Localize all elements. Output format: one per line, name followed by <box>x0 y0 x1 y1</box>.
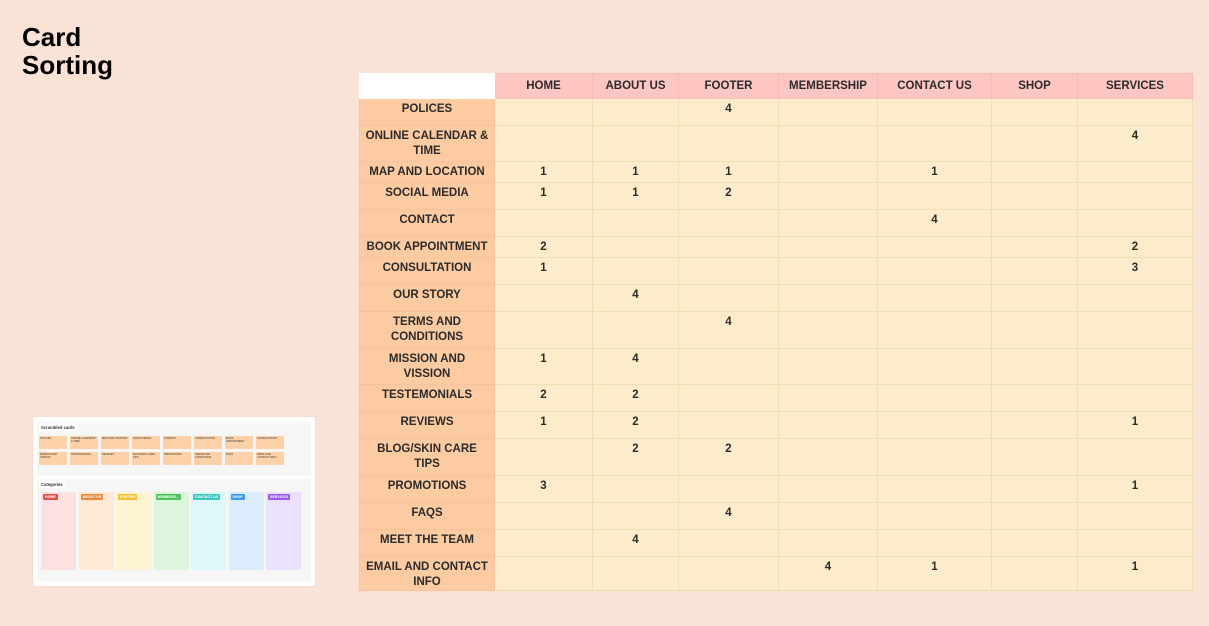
count-cell <box>593 99 679 126</box>
categories-area <box>37 479 311 581</box>
count-cell <box>878 439 992 476</box>
count-cell <box>1078 210 1193 237</box>
count-cell <box>1078 439 1193 476</box>
mini-card: TERMS AND CONDITIONS <box>194 452 222 465</box>
table-row <box>360 162 1193 183</box>
count-cell: 1 <box>495 258 593 285</box>
count-cell <box>495 503 593 530</box>
mini-card: CONTACT <box>163 436 191 449</box>
column-header: MEMBERSHIP <box>779 74 878 99</box>
count-cell <box>679 412 779 439</box>
count-cell <box>679 530 779 557</box>
category-tag: SHOP <box>232 495 243 499</box>
count-cell <box>593 210 679 237</box>
category-column <box>154 492 189 570</box>
count-cell <box>1078 183 1193 210</box>
count-cell <box>992 126 1078 162</box>
count-cell <box>992 237 1078 258</box>
count-cell <box>992 312 1078 349</box>
count-cell <box>878 258 992 285</box>
count-cell <box>992 285 1078 312</box>
page-title-line1: Card <box>22 22 82 52</box>
count-cell: 2 <box>679 183 779 210</box>
count-cell <box>779 99 878 126</box>
count-cell <box>593 237 679 258</box>
count-cell <box>878 126 992 162</box>
count-cell <box>495 312 593 349</box>
count-cell <box>992 530 1078 557</box>
count-cell <box>779 385 878 412</box>
category-tag: MEMBERS... <box>157 495 179 499</box>
count-cell: 4 <box>679 503 779 530</box>
mini-card: CONSULTATION <box>256 436 284 449</box>
mini-card: REVIEWS <box>101 452 129 465</box>
table-row <box>360 285 1193 312</box>
results-table <box>359 73 1193 591</box>
count-cell <box>992 349 1078 385</box>
count-cell: 1 <box>1078 476 1193 503</box>
count-cell <box>878 503 992 530</box>
count-cell <box>495 439 593 476</box>
row-label: TESTEMONIALS <box>360 385 495 412</box>
count-cell <box>495 557 593 591</box>
count-cell <box>779 312 878 349</box>
count-cell: 3 <box>1078 258 1193 285</box>
count-cell: 3 <box>495 476 593 503</box>
scrambled-cards-label: Scrambled cards <box>41 425 75 430</box>
count-cell: 2 <box>593 385 679 412</box>
count-cell: 2 <box>593 439 679 476</box>
table-row <box>360 237 1193 258</box>
row-label: FAQS <box>360 503 495 530</box>
count-cell: 4 <box>593 530 679 557</box>
row-label: OUR STORY <box>360 285 495 312</box>
table-row <box>360 349 1193 385</box>
count-cell: 1 <box>495 183 593 210</box>
count-cell <box>878 237 992 258</box>
count-cell <box>1078 530 1193 557</box>
count-cell: 1 <box>495 162 593 183</box>
count-cell <box>992 99 1078 126</box>
count-cell: 4 <box>878 210 992 237</box>
column-header: SHOP <box>992 74 1078 99</box>
count-cell <box>593 126 679 162</box>
category-column <box>41 492 76 570</box>
table-row <box>360 126 1193 162</box>
category-tag: FOOTER <box>120 495 135 499</box>
count-cell: 2 <box>593 412 679 439</box>
count-cell <box>779 439 878 476</box>
category-column <box>191 492 226 570</box>
count-cell <box>679 349 779 385</box>
column-header: HOME <box>495 74 593 99</box>
count-cell <box>1078 312 1193 349</box>
count-cell <box>679 237 779 258</box>
count-cell <box>779 126 878 162</box>
table-row <box>360 530 1193 557</box>
count-cell: 2 <box>495 237 593 258</box>
count-cell: 4 <box>593 285 679 312</box>
count-cell <box>679 385 779 412</box>
table-row <box>360 210 1193 237</box>
count-cell <box>992 385 1078 412</box>
category-tag: HOME <box>45 495 56 499</box>
count-cell <box>779 412 878 439</box>
count-cell <box>878 349 992 385</box>
count-cell <box>878 312 992 349</box>
count-cell <box>779 476 878 503</box>
mini-card: ONLINE CALENDAR & TIME <box>70 436 98 449</box>
count-cell <box>779 210 878 237</box>
table-row <box>360 503 1193 530</box>
table-row <box>360 412 1193 439</box>
category-tag: ABOUT US <box>82 495 102 499</box>
table-row <box>360 476 1193 503</box>
count-cell: 1 <box>495 349 593 385</box>
count-cell <box>1078 503 1193 530</box>
count-cell <box>992 503 1078 530</box>
count-cell <box>779 162 878 183</box>
count-cell <box>878 183 992 210</box>
row-label: ONLINE CALENDAR & TIME <box>360 126 495 162</box>
count-cell <box>679 557 779 591</box>
row-label: POLICES <box>360 99 495 126</box>
count-cell <box>1078 349 1193 385</box>
table-row <box>360 439 1193 476</box>
row-label: REVIEWS <box>360 412 495 439</box>
card-sort-board-thumbnail <box>33 417 315 586</box>
count-cell <box>878 385 992 412</box>
mini-card: PROMOTIONS <box>163 452 191 465</box>
column-header: ABOUT US <box>593 74 679 99</box>
table-row <box>360 385 1193 412</box>
mini-card: CONSULTATION <box>194 436 222 449</box>
count-cell <box>679 258 779 285</box>
count-cell <box>593 312 679 349</box>
count-cell <box>779 530 878 557</box>
count-cell <box>593 258 679 285</box>
count-cell: 4 <box>1078 126 1193 162</box>
count-cell <box>779 349 878 385</box>
column-header: SERVICES <box>1078 74 1193 99</box>
mini-card: EMAIL AND CONTACT INFO <box>256 452 284 465</box>
row-label: EMAIL AND CONTACT INFO <box>360 557 495 591</box>
count-cell <box>1078 162 1193 183</box>
row-label: PROMOTIONS <box>360 476 495 503</box>
mini-card: FAQS <box>225 452 253 465</box>
category-column <box>229 492 264 570</box>
count-cell <box>679 285 779 312</box>
page-title-line2: Sorting <box>22 50 113 80</box>
count-cell <box>992 210 1078 237</box>
count-cell <box>495 126 593 162</box>
header-row <box>360 74 1193 99</box>
row-label: SOCIAL MEDIA <box>360 183 495 210</box>
count-cell <box>593 476 679 503</box>
table-row <box>360 312 1193 349</box>
mini-card: BLOG/SKIN CARE TIPS <box>132 452 160 465</box>
count-cell: 2 <box>495 385 593 412</box>
row-label: CONSULTATION <box>360 258 495 285</box>
category-tag: CONTACT US <box>195 495 219 499</box>
count-cell <box>992 439 1078 476</box>
count-cell <box>1078 285 1193 312</box>
count-cell: 1 <box>878 162 992 183</box>
count-cell <box>878 285 992 312</box>
count-cell: 1 <box>1078 557 1193 591</box>
count-cell <box>679 476 779 503</box>
count-cell <box>992 258 1078 285</box>
count-cell <box>1078 385 1193 412</box>
count-cell <box>992 557 1078 591</box>
table-row <box>360 258 1193 285</box>
count-cell: 1 <box>593 183 679 210</box>
row-label: MISSION AND VISSION <box>360 349 495 385</box>
row-label: MEET THE TEAM <box>360 530 495 557</box>
mini-card: POLICES <box>39 436 67 449</box>
count-cell <box>779 237 878 258</box>
count-cell: 4 <box>593 349 679 385</box>
count-cell: 1 <box>1078 412 1193 439</box>
column-header: FOOTER <box>679 74 779 99</box>
count-cell <box>878 99 992 126</box>
mini-card: MISSION AND VISSION <box>39 452 67 465</box>
count-cell <box>779 258 878 285</box>
count-cell <box>593 557 679 591</box>
count-cell <box>992 183 1078 210</box>
page-title <box>22 23 222 79</box>
mini-card: SOCIAL MEDIA <box>132 436 160 449</box>
card-sorting-results <box>359 73 1192 586</box>
count-cell <box>878 476 992 503</box>
count-cell <box>878 530 992 557</box>
count-cell: 2 <box>1078 237 1193 258</box>
row-label: CONTACT <box>360 210 495 237</box>
categories-label: Categories <box>41 482 63 487</box>
count-cell: 1 <box>495 412 593 439</box>
table-row <box>360 99 1193 126</box>
scrambled-cards-area <box>37 422 311 476</box>
row-label: TERMS AND CONDITIONS <box>360 312 495 349</box>
category-column <box>79 492 114 570</box>
count-cell <box>878 412 992 439</box>
count-cell <box>495 285 593 312</box>
count-cell: 4 <box>679 99 779 126</box>
count-cell <box>779 183 878 210</box>
count-cell <box>779 503 878 530</box>
category-tag: SERVICES <box>270 495 289 499</box>
category-column <box>266 492 301 570</box>
column-header: CONTACT US <box>878 74 992 99</box>
count-cell: 1 <box>593 162 679 183</box>
row-label: MAP AND LOCATION <box>360 162 495 183</box>
count-cell: 1 <box>679 162 779 183</box>
count-cell <box>779 285 878 312</box>
count-cell <box>495 99 593 126</box>
table-row <box>360 183 1193 210</box>
row-label: BLOG/SKIN CARE TIPS <box>360 439 495 476</box>
mini-card: TESTEMONIALS <box>70 452 98 465</box>
mini-card: BOOK APPOINTMENT <box>225 436 253 449</box>
category-column <box>116 492 151 570</box>
corner-cell <box>360 74 495 99</box>
count-cell: 2 <box>679 439 779 476</box>
table-body <box>360 99 1193 591</box>
count-cell <box>992 162 1078 183</box>
count-cell <box>495 530 593 557</box>
count-cell: 4 <box>779 557 878 591</box>
count-cell <box>679 210 779 237</box>
row-label: BOOK APPOINTMENT <box>360 237 495 258</box>
count-cell: 1 <box>878 557 992 591</box>
mini-card: MAP AND LOCATION <box>101 436 129 449</box>
table-row <box>360 557 1193 591</box>
count-cell: 4 <box>679 312 779 349</box>
count-cell <box>992 412 1078 439</box>
count-cell <box>992 476 1078 503</box>
count-cell <box>679 126 779 162</box>
count-cell <box>495 210 593 237</box>
count-cell <box>1078 99 1193 126</box>
count-cell <box>593 503 679 530</box>
